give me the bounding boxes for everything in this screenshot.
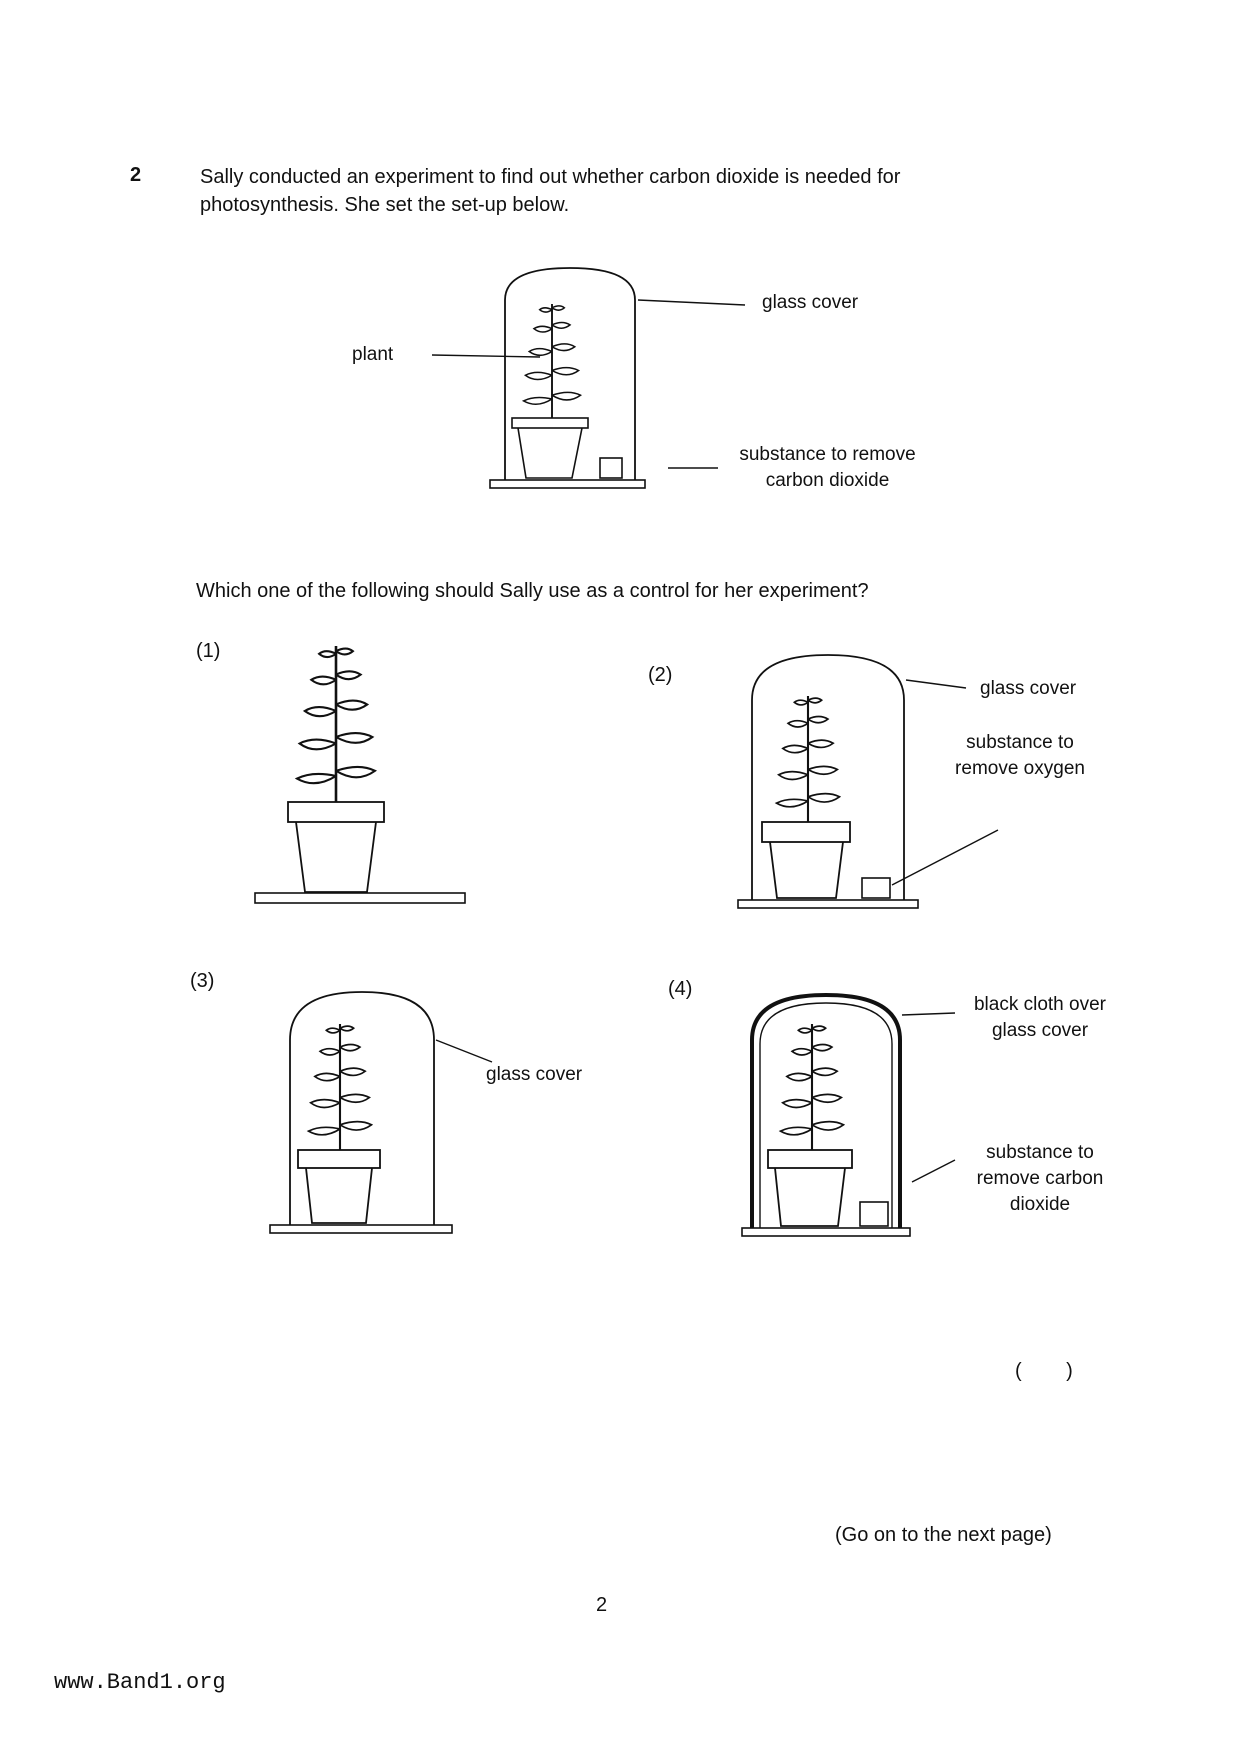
- main-label-plant: plant: [352, 344, 394, 365]
- option-2-label-glass-cover: glass cover: [980, 678, 1077, 699]
- option-4-label-cloth-2: glass cover: [991, 1020, 1089, 1041]
- main-label-glass-cover: glass cover: [762, 292, 859, 313]
- question-number: 2: [130, 164, 142, 186]
- option-3-label-glass-cover: glass cover: [486, 1064, 583, 1085]
- option-2-number: (2): [648, 664, 673, 686]
- option-4-label-substance-2: remove carbon: [976, 1168, 1104, 1189]
- go-on-next-page: (Go on to the next page): [835, 1524, 1052, 1546]
- option-4-label-substance-1: substance to: [986, 1142, 1094, 1163]
- website-watermark: www.Band1.org: [54, 1670, 226, 1695]
- option-2-label-substance-2: remove oxygen: [955, 758, 1085, 779]
- answer-bracket[interactable]: ( ): [1015, 1360, 1073, 1382]
- option-4-number: (4): [668, 978, 693, 1000]
- main-label-substance-1: substance to remove: [739, 444, 916, 465]
- page-number: 2: [596, 1594, 608, 1616]
- option-4-diagram: [742, 995, 955, 1236]
- option-3-diagram: [270, 992, 492, 1233]
- option-1-diagram: [255, 646, 465, 903]
- question-stem-line1: Sally conducted an experiment to find out whether carbon dioxide is needed for: [200, 166, 901, 188]
- option-1-number: (1): [196, 640, 221, 662]
- main-setup-diagram: [432, 268, 745, 488]
- question-prompt: Which one of the following should Sally use as a control for her experiment?: [196, 580, 869, 602]
- main-label-substance-2: carbon dioxide: [765, 470, 890, 491]
- option-3-number: (3): [190, 970, 215, 992]
- option-4-label-cloth-1: black cloth over: [973, 994, 1106, 1015]
- option-2-diagram: [738, 655, 998, 908]
- option-4-label-substance-3: dioxide: [1009, 1194, 1071, 1215]
- option-2-label-substance-1: substance to: [966, 732, 1074, 753]
- question-stem-line2: photosynthesis. She set the set-up below.: [200, 194, 570, 216]
